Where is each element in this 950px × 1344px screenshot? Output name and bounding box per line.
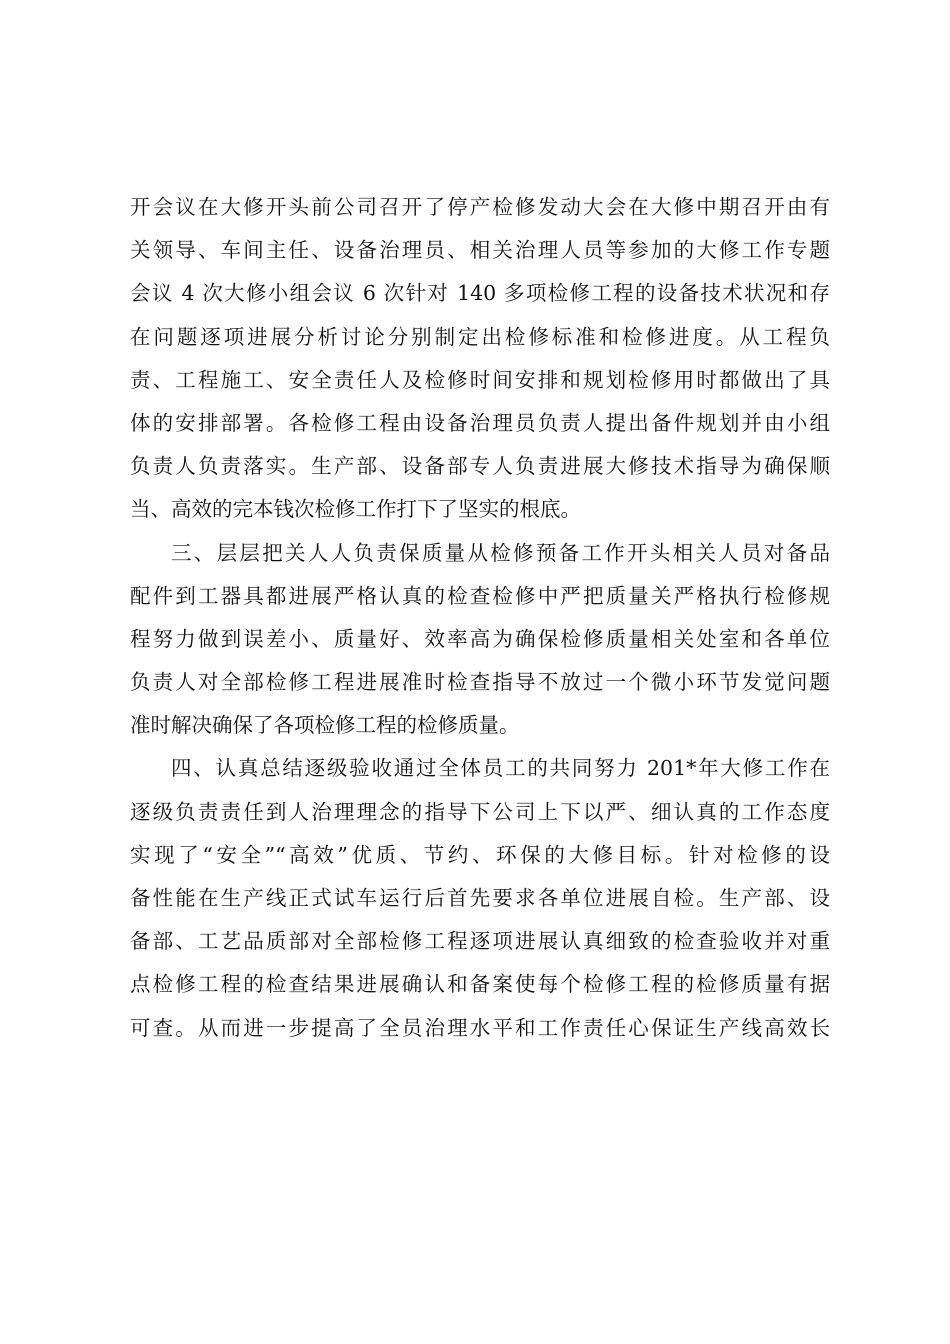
text-line: 关领导、车间主任、设备治理员、相关治理人员等参加的大修工作专题	[130, 238, 830, 263]
text-line: 准时解决确保了各项检修工程的检修质量。	[130, 713, 520, 738]
text-line: 程努力做到误差小、质量好、效率高为确保检修质量相关处室和各单位	[130, 626, 830, 651]
paragraph-1	[130, 186, 830, 532]
text-line: 备性能在生产线正式试车运行后首先要求各单位进展自检。生产部、设	[130, 886, 830, 910]
text-line: 在问题逐项进展分析讨论分别制定出检修标准和检修进度。从工程负	[130, 324, 830, 349]
text-line: 当、高效的完本钱次检修工作打下了坚实的根底。	[130, 497, 581, 522]
text-line: 负责人对全部检修工程进展准时检查指导不放过一个微小环节发觉问题	[130, 670, 830, 695]
text-line: 实现了“安全”“高效”优质、节约、环保的大修目标。针对检修的设	[130, 842, 830, 867]
text-line: 体的安排部署。各检修工程由设备治理员负责人提出备件规划并由小组	[130, 410, 830, 435]
text-line: 责、工程施工、安全责任人及检修时间安排和规划检修用时都做出了具	[130, 367, 830, 392]
text-line: 备部、工艺品质部对全部检修工程逐项进展认真细致的检查验收并对重	[130, 929, 830, 954]
text-line: 可查。从而进一步提高了全员治理水平和工作责任心保证生产线高效长	[130, 1015, 830, 1040]
text-line: 负责人负责落实。生产部、设备部专人负责进展大修技术指导为确保顺	[130, 454, 830, 479]
text-line: 三、层层把关人人负责保质量从检修预备工作开头相关人员对备品	[171, 540, 830, 565]
text-line: 配件到工器具都进展严格认真的检查检修中严把质量关严格执行检修规	[130, 583, 830, 608]
text-line: 会议 4 次大修小组会议 6 次针对 140 多项检修工程的设备技术状况和存	[130, 281, 830, 306]
document-body	[130, 186, 830, 1050]
text-line: 四、认真总结逐级验收通过全体员工的共同努力 201*年大修工作在	[171, 756, 830, 781]
text-line: 逐级负责责任到人治理理念的指导下公司上下以严、细认真的工作态度	[130, 799, 830, 824]
paragraph-2	[130, 532, 830, 748]
paragraph-3	[130, 747, 830, 1049]
text-line: 点检修工程的检查结果进展确认和备案使每个检修工程的检修质量有据	[130, 972, 830, 997]
text-line: 开会议在大修开头前公司召开了停产检修发动大会在大修中期召开由有	[130, 195, 830, 219]
